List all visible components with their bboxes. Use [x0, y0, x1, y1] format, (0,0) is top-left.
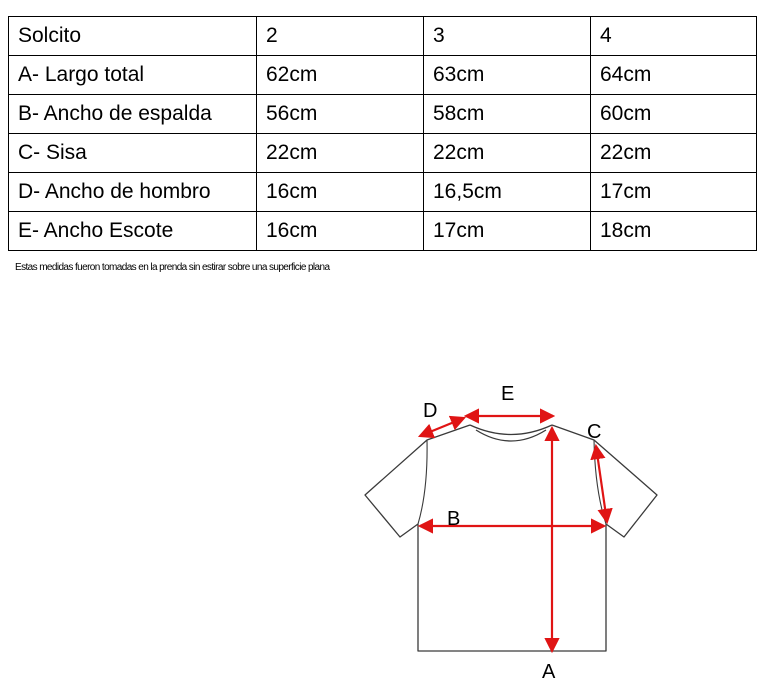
- label-c: C: [587, 421, 602, 443]
- table-header-row: [9, 17, 757, 56]
- table-cell: 22cm: [591, 134, 757, 173]
- table-row: [9, 95, 757, 134]
- label-a: A: [542, 661, 556, 681]
- table-cell: 16cm: [257, 173, 424, 212]
- table-row: [9, 134, 757, 173]
- table-cell: 22cm: [424, 134, 591, 173]
- table-header-cell: 2: [257, 17, 424, 56]
- table-header-cell: 4: [591, 17, 757, 56]
- label-d: D: [423, 400, 438, 422]
- table-cell: 64cm: [591, 56, 757, 95]
- measurement-note: Estas medidas fueron tomadas en la prenda sin estirar sobre una superficie plana: [15, 262, 330, 273]
- table-cell: 17cm: [424, 212, 591, 251]
- tshirt-outline: [365, 425, 657, 651]
- table-cell: 56cm: [257, 95, 424, 134]
- table-cell: 18cm: [591, 212, 757, 251]
- table-cell: 63cm: [424, 56, 591, 95]
- measurement-label: A- Largo total: [9, 56, 257, 95]
- label-e: E: [501, 383, 515, 405]
- table-header-cell: Solcito: [9, 17, 257, 56]
- table-cell: 60cm: [591, 95, 757, 134]
- measurement-label: C- Sisa: [9, 134, 257, 173]
- table-row: [9, 173, 757, 212]
- table-cell: 17cm: [591, 173, 757, 212]
- table-cell: 58cm: [424, 95, 591, 134]
- table-cell: 16cm: [257, 212, 424, 251]
- size-chart-table: [8, 16, 757, 251]
- label-b: B: [447, 508, 461, 530]
- tshirt-diagram: [340, 370, 670, 681]
- tshirt-right-sleeve-seam: [594, 440, 606, 524]
- table-cell: 16,5cm: [424, 173, 591, 212]
- measurement-label: E- Ancho Escote: [9, 212, 257, 251]
- measurement-label: D- Ancho de hombro: [9, 173, 257, 212]
- table-cell: 62cm: [257, 56, 424, 95]
- measurement-label: B- Ancho de espalda: [9, 95, 257, 134]
- tshirt-left-sleeve-seam: [418, 440, 427, 524]
- table-header-cell: 3: [424, 17, 591, 56]
- table-cell: 22cm: [257, 134, 424, 173]
- table-row: [9, 212, 757, 251]
- table-row: [9, 56, 757, 95]
